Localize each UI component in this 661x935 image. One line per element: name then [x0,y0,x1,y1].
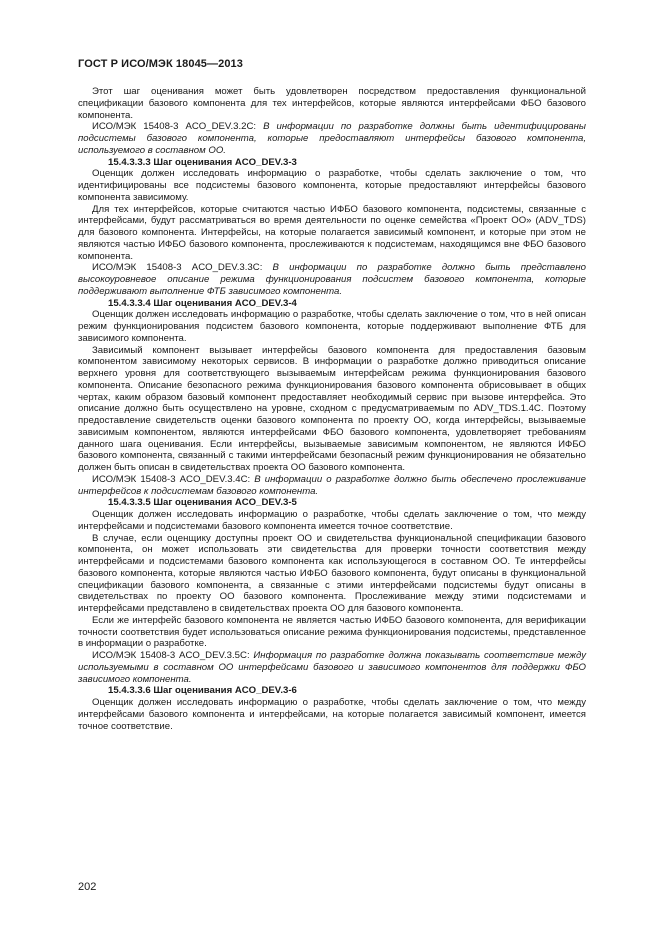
requirement-paragraph [78,474,586,498]
requirement-text: В информации по разработке должны быть идентифицированы подсистемы базового компонента, которые предоставляют интерфейсы базового компонента, используемого в составном ОО. [78,121,586,156]
section-heading: 15.4.3.3.4 Шаг оценивания ACO_DEV.3-4 [108,297,297,309]
standard-header: ГОСТ Р ИСО/МЭК 18045—2013 [78,58,243,70]
body-paragraph: Этот шаг оценивания может быть удовлетворен посредством предоставления функциональной спецификации базового компонента для тех интерфейсов, которые являются интерфейсами ФБО базового компонента. [78,86,586,121]
requirement-label: ИСО/МЭК 15408-3 ACO_DEV.3.2C: [92,121,264,133]
document-body [78,86,586,732]
requirement-text: В информации по разработке должно быть представлено высокоуровневое описание режима функционирования подсистем базового компонента, которые поддерживают выполнение ФТБ зависимого компонента. [78,262,586,297]
body-paragraph: Оценщик должен исследовать информацию о разработке, чтобы сделать заключение о том, что в ней описан режим функционирования подсистем базового компонента, которые поддерживают выполнение ФТБ для зависимого компонента. [78,309,586,344]
body-paragraph: Для тех интерфейсов, которые считаются частью ИФБО базового компонента, подсистемы, связанные с интерфейсами, будут рассматриваться во время деятельности по оценке семейства «Проект ОО» (ADV_TDS) для базового компонента. Интерфейсы, на которые полагается зависимый компонент, и которые при этом не являются частью ИФБО базового компонента, прослеживаются к подсистемам, находящимся вне ФБО базового компонента. [78,203,586,262]
requirement-label: ИСО/МЭК 15408-3 ACO_DEV.3.4C: [92,473,255,485]
requirement-label: ИСО/МЭК 15408-3 ACO_DEV.3.5C: [92,650,254,661]
requirement-text: Информация по разработке должна показывать соответствие между используемыми в составном ОО интерфейсами базового и зависимого компонентов для поддержки ФБО зависимого компонента. [78,650,586,685]
page-number: 202 [78,881,97,893]
body-paragraph: Зависимый компонент вызывает интерфейсы базового компонента для предоставления базовым компонентом зависимому некоторых сервисов. В информации о разработке должно приводиться описание верхнего уровня для соответствующего вызываемым интерфейсам режима функционирования базового компонента. Описание безопасного режима функционирования базового компонента обрисовывает в общих чертах, каким образом базовый компонент предоставляет необходимый сервис при вызове интерфейса. Это описание должно быть осуществлено на уровне, сходном с предусматриваемым по ADV_TDS.1.4C. Поэтому предоставление свидетельств оценки базового компонента по проекту ОО, когда интерфейсы, вызываемые зависимым компонентом, являются интерфейсами ФБО базового компонента, удовлетворяет требованиям данного шага оценивания. Если интерфейсы, вызываемые зависимым компонентом, не являются ИФБО базового компонента, связанный с такими интерфейсами безопасный режим функционирования не обязательно должен быть описан в свидетельствах проекта ОО базового компонента. [78,344,586,473]
body-paragraph: Оценщик должен исследовать информацию о разработке, чтобы сделать заключение о том, что между интерфейсами и подсистемами базового компонента имеется точное соответствие. [78,509,586,532]
requirement-label: ИСО/МЭК 15408-3 ACO_DEV.3.3C: [92,262,273,274]
requirement-text: В информации о разработке должно быть обеспечено прослеживание интерфейсов к подсистемам базового компонента. [78,473,586,497]
requirement-paragraph [78,650,586,685]
body-paragraph: Если же интерфейс базового компонента не является частью ИФБО базового компонента, для верификации точности соответствия будет использоваться описание режима функционирования подсистемы, представленное в информации о разработке. [78,614,586,650]
requirement-paragraph [78,121,586,156]
requirement-paragraph [78,262,586,297]
body-paragraph: Оценщик должен исследовать информацию о разработке, чтобы сделать заключение о том, что идентифицированы все подсистемы базового компонента, которые предоставляют интерфейсы базового компонента зависимому. [78,168,586,203]
section-heading: 15.4.3.3.3 Шаг оценивания ACO_DEV.3-3 [108,156,297,168]
body-paragraph: Оценщик должен исследовать информацию о разработке, чтобы сделать заключение о том, что между интерфейсами базового компонента и интерфейсами, на которые полагается зависимый компонент, имеется точное соответствие. [78,697,586,732]
section-heading: 15.4.3.3.6 Шаг оценивания ACO_DEV.3-6 [108,685,297,697]
section-heading: 15.4.3.3.5 Шаг оценивания ACO_DEV.3-5 [108,497,297,509]
body-paragraph: В случае, если оценщику доступны проект ОО и свидетельства функциональной спецификации базового компонента, он может использовать эти свидетельства для проверки точности соответствия между интерфейсами и подсистемами базового компонента как использующегося в составном ОО. Те интерфейсы базового компонента, которые являются частью ИФБО базового компонента, будут описаны в функциональной спецификации базового компонента, а связанные с этими интерфейсами подсистемы будут описаны в свидетельствах по проекту ОО базового компонента. Прослеживание между этими подсистемами и интерфейсами представлено в свидетельствах проекта ОО для базового компонента. [78,532,586,614]
